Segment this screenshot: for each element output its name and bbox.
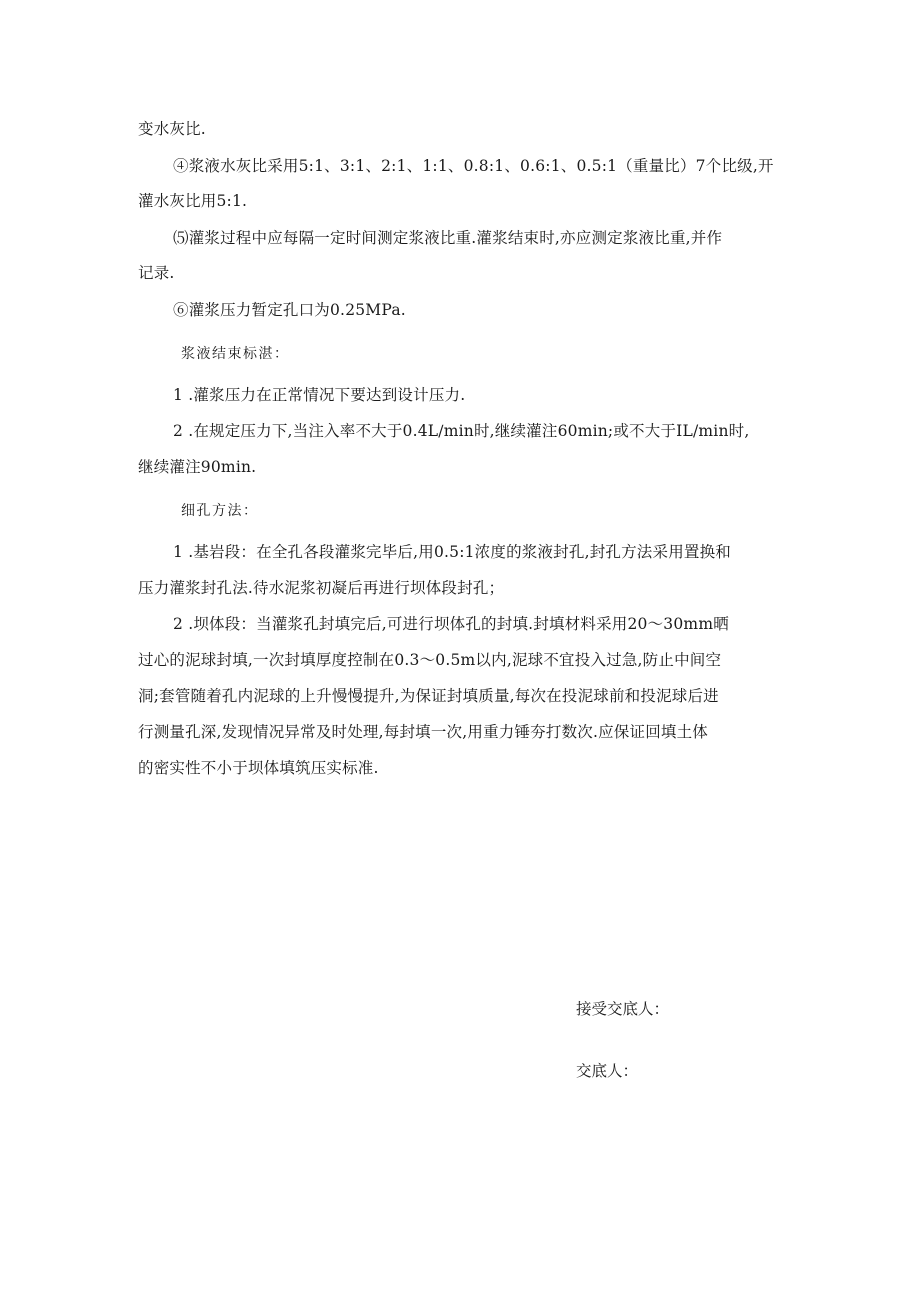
paragraph-line: ④浆液水灰比采用5:1、3:1、2:1、1:1、0.8:1、0.6:1、0.5:1（重量比）7个比级,开 bbox=[173, 157, 774, 175]
paragraph-line: 变水灰比. bbox=[138, 120, 206, 138]
paragraph-line: 记录. bbox=[138, 264, 175, 282]
list-item: 过心的泥球封填,一次封填厚度控制在0.3〜0.5m以内,泥球不宜投入过急,防止中间空 bbox=[138, 651, 722, 669]
list-item: 压力灌浆封孔法.待水泥浆初凝后再进行坝体段封孔； bbox=[138, 579, 505, 597]
section-heading-seal-method: 细孔方法： bbox=[181, 503, 259, 519]
list-item: 1 .灌浆压力在正常情况下要达到设计压力. bbox=[173, 386, 466, 404]
paragraph-line: ⑥灌浆压力暂定孔口为0.25MPa. bbox=[173, 301, 406, 319]
list-item: 继续灌注90min. bbox=[138, 458, 257, 476]
list-item: 1 .基岩段：在全孔各段灌浆完毕后,用0.5:1浓度的浆液封孔,封孔方法采用置换和 bbox=[173, 543, 732, 561]
list-item: 2 .在规定压力下,当注入率不大于0.4L∕min时,继续灌注60min;或不大于IL/min时, bbox=[173, 422, 750, 440]
list-item: 行测量孔深,发现情况异常及时处理,每封填一次,用重力锤夯打数次.应保证回填土体 bbox=[138, 723, 709, 741]
section-heading-end-criteria: 浆液结束标湛： bbox=[181, 346, 290, 362]
list-item: 2 .坝体段：当灌浆孔封填完后,可进行坝体孔的封填.封填材料采用20〜30mm晒 bbox=[173, 615, 729, 633]
list-item: 的密实性不小于坝体填筑压实标准. bbox=[138, 759, 379, 777]
list-item: 洞;套管随着孔内泥球的上升慢慢提升,为保证封填质量,每次在投泥球前和投泥球后进 bbox=[138, 687, 719, 705]
paragraph-line: ⑸灌浆过程中应每隔一定时间测定浆液比重.灌浆结束时,亦应测定浆液比重,并作 bbox=[173, 229, 723, 247]
paragraph-line: 灌水灰比用5:1. bbox=[138, 192, 248, 210]
receiver-signature-label: 接受交底人： bbox=[576, 1000, 670, 1018]
giver-signature-label: 交底人： bbox=[576, 1062, 639, 1080]
